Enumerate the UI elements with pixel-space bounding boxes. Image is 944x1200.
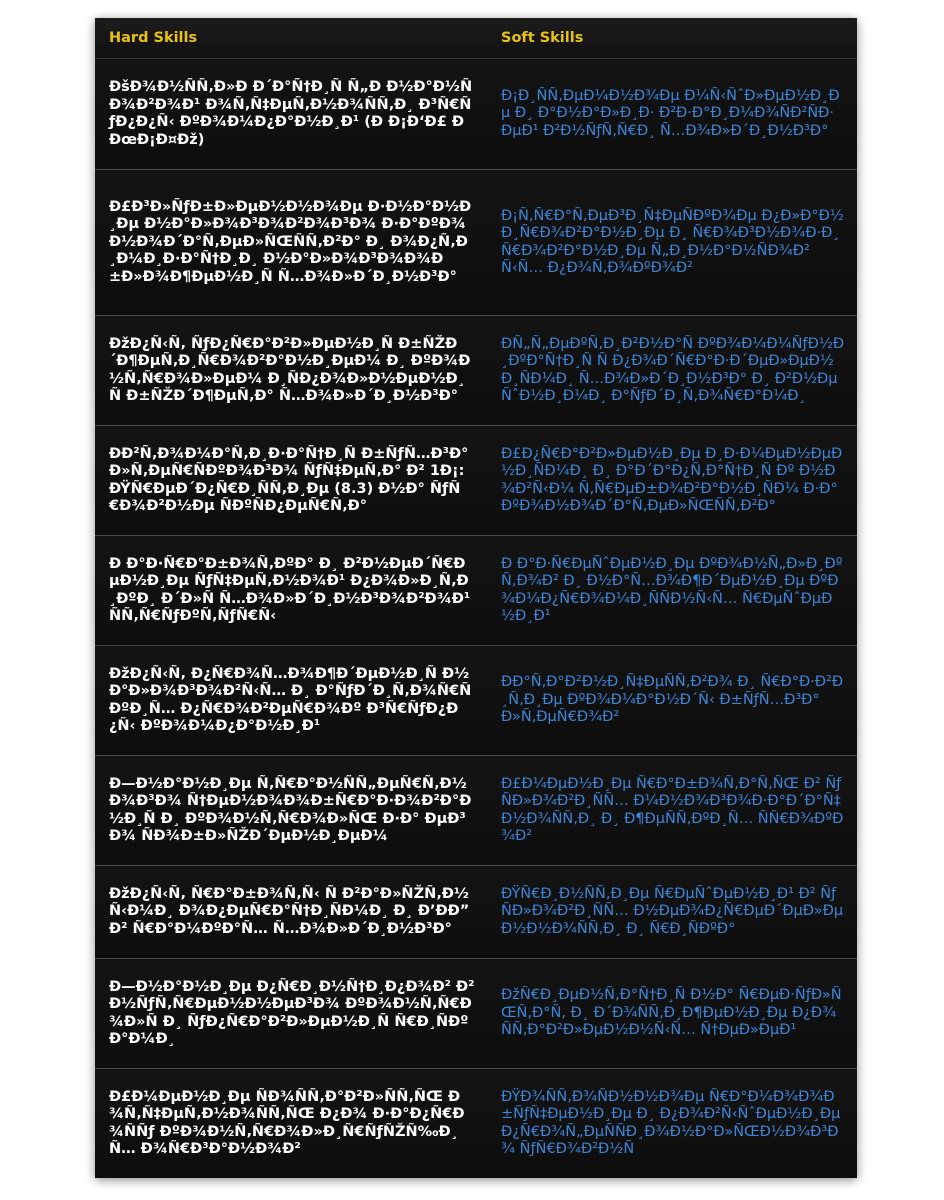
soft-skills-header: Soft Skills — [487, 18, 857, 59]
table-header — [95, 18, 857, 59]
hard-skill-cell: ÐšÐ¾Ð½ÑÑ‚Ð»Ð Ð´Ð°Ñ†Ð¸Ñ Ñ„Ð Ð½Ð°Ð½ÑÐ¾Ð²Ð¾Ð¹ Ð¾Ñ‚Ñ‡ÐµÑ‚Ð½Ð¾ÑÑ‚Ð¸ Ð³Ñ€ÑƒÐ¿Ð¿Ñ‹ ÐºÐ¾Ð¼Ð¿Ð°Ð½Ð¸Ð¹ (Ð Ð¡Ð‘Ð£ Ð ÐœÐ¡Ð¤Ðž) — [95, 59, 487, 170]
table-row — [95, 756, 857, 866]
soft-skill-cell: Ð£Ð¿Ñ€Ð°Ð²Ð»ÐµÐ½Ð¸Ðµ Ð¸Ð·Ð¼ÐµÐ½ÐµÐ½Ð¸ÑÐ¼Ð¸ Ð¸ Ð°Ð´Ð°Ð¿Ñ‚Ð°Ñ†Ð¸Ñ Ðº Ð½Ð¾Ð²Ñ‹Ð¼ Ñ‚Ñ€ÐµÐ±Ð¾Ð²Ð°Ð½Ð¸ÑÐ¼ Ð·Ð°ÐºÐ¾Ð½Ð¾Ð´Ð°Ñ‚ÐµÐ»ÑŒÑÑ‚Ð²Ð° — [487, 426, 857, 536]
table-row — [95, 1069, 857, 1179]
table-row — [95, 866, 857, 959]
skills-table-container — [95, 18, 857, 1178]
hard-skill-cell: ÐžÐ¿Ñ‹Ñ‚ ÑƒÐ¿Ñ€Ð°Ð²Ð»ÐµÐ½Ð¸Ñ Ð±ÑŽÐ´Ð¶ÐµÑ‚Ð¸Ñ€Ð¾Ð²Ð°Ð½Ð¸ÐµÐ¼ Ð¸ ÐºÐ¾Ð½Ñ‚Ñ€Ð¾Ð»ÐµÐ¼ Ð¸ÑÐ¿Ð¾Ð»Ð½ÐµÐ½Ð¸Ñ Ð±ÑŽÐ´Ð¶ÐµÑ‚Ð° Ñ…Ð¾Ð»Ð´Ð¸Ð½Ð³Ð° — [95, 316, 487, 426]
table-row — [95, 170, 857, 316]
soft-skill-cell: Ð¡Ð¸ÑÑ‚ÐµÐ¼Ð½Ð¾Ðµ Ð¼Ñ‹ÑˆÐ»ÐµÐ½Ð¸Ðµ Ð¸ Ð°Ð½Ð°Ð»Ð¸Ð· Ð²Ð·Ð°Ð¸Ð¼Ð¾ÑÐ²ÑÐ·ÐµÐ¹ Ð²Ð½ÑƒÑ‚Ñ€Ð¸ Ñ…Ð¾Ð»Ð´Ð¸Ð½Ð³Ð° — [487, 59, 857, 170]
hard-skill-cell: ÐžÐ¿Ñ‹Ñ‚ Ð¿Ñ€Ð¾Ñ…Ð¾Ð¶Ð´ÐµÐ½Ð¸Ñ Ð½Ð°Ð»Ð¾Ð³Ð¾Ð²Ñ‹Ñ… Ð¸ Ð°ÑƒÐ´Ð¸Ñ‚Ð¾Ñ€ÑÐºÐ¸Ñ… Ð¿Ñ€Ð¾Ð²ÐµÑ€Ð¾Ðº Ð³Ñ€ÑƒÐ¿Ð¿Ñ‹ ÐºÐ¾Ð¼Ð¿Ð°Ð½Ð¸Ð¹ — [95, 646, 487, 756]
table-row — [95, 646, 857, 756]
soft-skill-cell: ÐžÑ€Ð¸ÐµÐ½Ñ‚Ð°Ñ†Ð¸Ñ Ð½Ð° Ñ€ÐµÐ·ÑƒÐ»ÑŒÑ‚Ð°Ñ‚ Ð¸ Ð´Ð¾ÑÑ‚Ð¸Ð¶ÐµÐ½Ð¸Ðµ Ð¿Ð¾ÑÑ‚Ð°Ð²Ð»ÐµÐ½Ð½Ñ‹Ñ… Ñ†ÐµÐ»ÐµÐ¹ — [487, 959, 857, 1069]
table-row — [95, 959, 857, 1069]
soft-skill-cell: ÐÑ„Ñ„ÐµÐºÑ‚Ð¸Ð²Ð½Ð°Ñ ÐºÐ¾Ð¼Ð¼ÑƒÐ½Ð¸ÐºÐ°Ñ†Ð¸Ñ Ñ Ð¿Ð¾Ð´Ñ€Ð°Ð·Ð´ÐµÐ»ÐµÐ½Ð¸ÑÐ¼Ð¸ Ñ…Ð¾Ð»Ð´Ð¸Ð½Ð³Ð° Ð¸ Ð²Ð½ÐµÑˆÐ½Ð¸Ð¼Ð¸ Ð°ÑƒÐ´Ð¸Ñ‚Ð¾Ñ€Ð°Ð¼Ð¸ — [487, 316, 857, 426]
soft-skill-cell: Ð¡Ñ‚Ñ€Ð°Ñ‚ÐµÐ³Ð¸Ñ‡ÐµÑÐºÐ¾Ðµ Ð¿Ð»Ð°Ð½Ð¸Ñ€Ð¾Ð²Ð°Ð½Ð¸Ðµ Ð¸ Ñ€Ð¾Ð³Ð½Ð¾Ð·Ð¸Ñ€Ð¾Ð²Ð°Ð½Ð¸Ðµ Ñ„Ð¸Ð½Ð°Ð½ÑÐ¾Ð²Ñ‹Ñ… Ð¿Ð¾Ñ‚Ð¾ÐºÐ¾Ð² — [487, 170, 857, 316]
table-row — [95, 316, 857, 426]
soft-skill-cell: ÐŸÑ€Ð¸Ð½ÑÑ‚Ð¸Ðµ Ñ€ÐµÑˆÐµÐ½Ð¸Ð¹ Ð² ÑƒÑÐ»Ð¾Ð²Ð¸ÑÑ… Ð½ÐµÐ¾Ð¿Ñ€ÐµÐ´ÐµÐ»ÐµÐ½Ð½Ð¾ÑÑ‚Ð¸ Ð¸ Ñ€Ð¸ÑÐºÐ° — [487, 866, 857, 959]
table-row — [95, 536, 857, 646]
soft-skill-cell: ÐÐ°Ñ‚Ð°Ð²Ð½Ð¸Ñ‡ÐµÑÑ‚Ð²Ð¾ Ð¸ Ñ€Ð°Ð·Ð²Ð¸Ñ‚Ð¸Ðµ ÐºÐ¾Ð¼Ð°Ð½Ð´Ñ‹ Ð±ÑƒÑ…Ð³Ð°Ð»Ñ‚ÐµÑ€Ð¾Ð² — [487, 646, 857, 756]
hard-skill-cell: Ð—Ð½Ð°Ð½Ð¸Ðµ Ñ‚Ñ€Ð°Ð½ÑÑ„ÐµÑ€Ñ‚Ð½Ð¾Ð³Ð¾ Ñ†ÐµÐ½Ð¾Ð¾Ð±Ñ€Ð°Ð·Ð¾Ð²Ð°Ð½Ð¸Ñ Ð¸ ÐºÐ¾Ð½Ñ‚Ñ€Ð¾Ð»ÑŒ Ð·Ð° ÐµÐ³Ð¾ ÑÐ¾Ð±Ð»ÑŽÐ´ÐµÐ½Ð¸ÐµÐ¼ — [95, 756, 487, 866]
hard-skills-header: Hard Skills — [95, 18, 487, 59]
hard-skill-cell: ÐžÐ¿Ñ‹Ñ‚ Ñ€Ð°Ð±Ð¾Ñ‚Ñ‹ Ñ Ð²Ð°Ð»ÑŽÑ‚Ð½Ñ‹Ð¼Ð¸ Ð¾Ð¿ÐµÑ€Ð°Ñ†Ð¸ÑÐ¼Ð¸ Ð¸ Ð’ÐÐ” Ð² Ñ€Ð°Ð¼ÐºÐ°Ñ… Ñ…Ð¾Ð»Ð´Ð¸Ð½Ð³Ð° — [95, 866, 487, 959]
skills-table — [95, 18, 857, 1178]
table-row — [95, 59, 857, 170]
soft-skill-cell: Ð Ð°Ð·Ñ€ÐµÑˆÐµÐ½Ð¸Ðµ ÐºÐ¾Ð½Ñ„Ð»Ð¸ÐºÑ‚Ð¾Ð² Ð¸ Ð½Ð°Ñ…Ð¾Ð¶Ð´ÐµÐ½Ð¸Ðµ ÐºÐ¾Ð¼Ð¿Ñ€Ð¾Ð¼Ð¸ÑÑÐ½Ñ‹Ñ… Ñ€ÐµÑˆÐµÐ½Ð¸Ð¹ — [487, 536, 857, 646]
table-body — [95, 59, 857, 1179]
hard-skill-cell: Ð—Ð½Ð°Ð½Ð¸Ðµ Ð¿Ñ€Ð¸Ð½Ñ†Ð¸Ð¿Ð¾Ð² Ð²Ð½ÑƒÑ‚Ñ€ÐµÐ½Ð½ÐµÐ³Ð¾ ÐºÐ¾Ð½Ñ‚Ñ€Ð¾Ð»Ñ Ð¸ ÑƒÐ¿Ñ€Ð°Ð²Ð»ÐµÐ½Ð¸Ñ Ñ€Ð¸ÑÐºÐ°Ð¼Ð¸ — [95, 959, 487, 1069]
hard-skill-cell: ÐÐ²Ñ‚Ð¾Ð¼Ð°Ñ‚Ð¸Ð·Ð°Ñ†Ð¸Ñ Ð±ÑƒÑ…Ð³Ð°Ð»Ñ‚ÐµÑ€ÑÐºÐ¾Ð³Ð¾ ÑƒÑ‡ÐµÑ‚Ð° Ð² 1Ð¡:ÐŸÑ€ÐµÐ´Ð¿Ñ€Ð¸ÑÑ‚Ð¸Ðµ (8.3) Ð½Ð° ÑƒÑ€Ð¾Ð²Ð½Ðµ ÑÐºÑÐ¿ÐµÑ€Ñ‚Ð° — [95, 426, 487, 536]
table-row — [95, 426, 857, 536]
soft-skill-cell: Ð£Ð¼ÐµÐ½Ð¸Ðµ Ñ€Ð°Ð±Ð¾Ñ‚Ð°Ñ‚ÑŒ Ð² ÑƒÑÐ»Ð¾Ð²Ð¸ÑÑ… Ð¼Ð½Ð¾Ð³Ð¾Ð·Ð°Ð´Ð°Ñ‡Ð½Ð¾ÑÑ‚Ð¸ Ð¸ Ð¶ÐµÑÑ‚ÐºÐ¸Ñ… ÑÑ€Ð¾ÐºÐ¾Ð² — [487, 756, 857, 866]
hard-skill-cell: Ð£Ð³Ð»ÑƒÐ±Ð»ÐµÐ½Ð½Ð¾Ðµ Ð·Ð½Ð°Ð½Ð¸Ðµ Ð½Ð°Ð»Ð¾Ð³Ð¾Ð²Ð¾Ð³Ð¾ Ð·Ð°ÐºÐ¾Ð½Ð¾Ð´Ð°Ñ‚ÐµÐ»ÑŒÑÑ‚Ð²Ð° Ð¸ Ð¾Ð¿Ñ‚Ð¸Ð¼Ð¸Ð·Ð°Ñ†Ð¸Ð¸ Ð½Ð°Ð»Ð¾Ð³Ð¾Ð¾Ð±Ð»Ð¾Ð¶ÐµÐ½Ð¸Ñ Ñ…Ð¾Ð»Ð´Ð¸Ð½Ð³Ð° — [95, 170, 487, 316]
header-row — [95, 18, 857, 59]
soft-skill-cell: ÐŸÐ¾ÑÑ‚Ð¾ÑÐ½Ð½Ð¾Ðµ Ñ€Ð°Ð¼Ð¾Ð¾Ð±ÑƒÑ‡ÐµÐ½Ð¸Ðµ Ð¸ Ð¿Ð¾Ð²Ñ‹ÑˆÐµÐ½Ð¸Ðµ Ð¿Ñ€Ð¾Ñ„ÐµÑÑÐ¸Ð¾Ð½Ð°Ð»ÑŒÐ½Ð¾Ð³Ð¾ ÑƒÑ€Ð¾Ð²Ð½Ñ — [487, 1069, 857, 1179]
hard-skill-cell: Ð Ð°Ð·Ñ€Ð°Ð±Ð¾Ñ‚ÐºÐ° Ð¸ Ð²Ð½ÐµÐ´Ñ€ÐµÐ½Ð¸Ðµ ÑƒÑ‡ÐµÑ‚Ð½Ð¾Ð¹ Ð¿Ð¾Ð»Ð¸Ñ‚Ð¸ÐºÐ¸ Ð´Ð»Ñ Ñ…Ð¾Ð»Ð´Ð¸Ð½Ð³Ð¾Ð²Ð¾Ð¹ ÑÑ‚Ñ€ÑƒÐºÑ‚ÑƒÑ€Ñ‹ — [95, 536, 487, 646]
hard-skill-cell: Ð£Ð¼ÐµÐ½Ð¸Ðµ ÑÐ¾ÑÑ‚Ð°Ð²Ð»ÑÑ‚ÑŒ Ð¾Ñ‚Ñ‡ÐµÑ‚Ð½Ð¾ÑÑ‚ÑŒ Ð¿Ð¾ Ð·Ð°Ð¿Ñ€Ð¾ÑÑƒ ÐºÐ¾Ð½Ñ‚Ñ€Ð¾Ð»Ð¸Ñ€ÑƒÑŽÑ‰Ð¸Ñ… Ð¾Ñ€Ð³Ð°Ð½Ð¾Ð² — [95, 1069, 487, 1179]
